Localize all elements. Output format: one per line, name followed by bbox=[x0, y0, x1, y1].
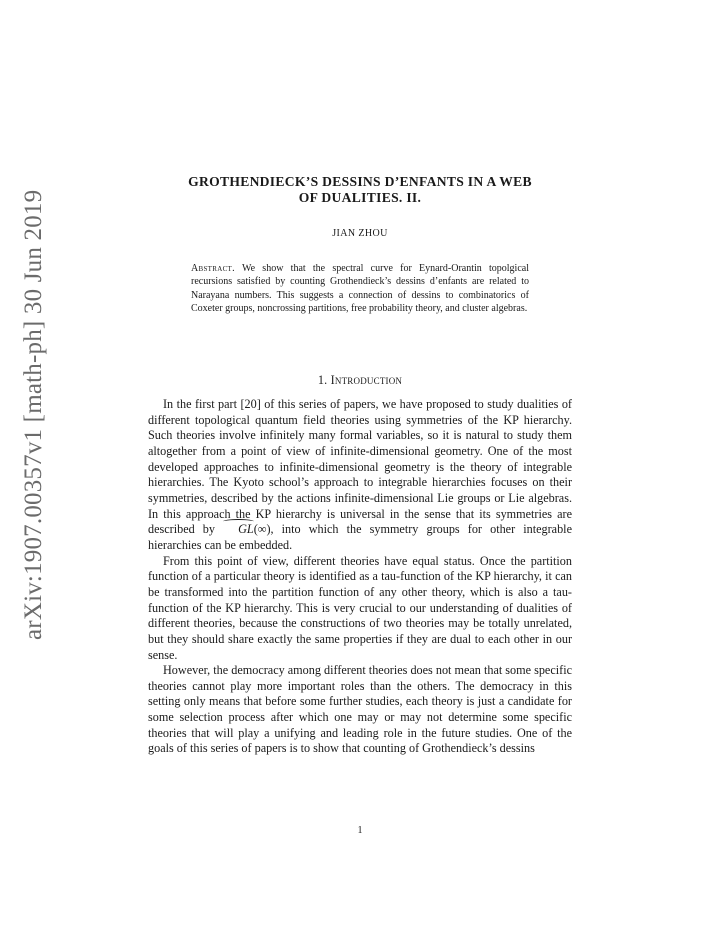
page-number: 1 bbox=[357, 825, 363, 836]
section-heading bbox=[140, 373, 580, 388]
paragraph-3: However, the democracy among different theories does not mean that some specific theories cannot play more important roles than the others. The democracy in this setting only means that before some further studies, each theory is just a candidate for some selection process after which one may or may not determine some specific theories that will play a unifying and leading role in the future studies. One of the goals of this series of papers is to show that counting of Grothendieck’s dessins bbox=[148, 663, 572, 756]
paper-title bbox=[140, 174, 580, 206]
paragraph-1 bbox=[148, 397, 572, 554]
math-widehat: GL bbox=[223, 522, 254, 538]
paragraph-1-text: In the first part [20] of this series of papers, we have proposed to study dualities of different topological quantum field theories using symmetries of the KP hierarchy. Such theories involve infinitely many formal variables, so it is natural to study them altogether from a point of view of infinite-dimensional geometry. One of the most developed approaches to infinite-dimensional geometry is the theory of integrable hierarchies. The Kyoto school’s approach to integrable hierarchies focuses on their symmetries, described by the actions infinite-dimensional Lie groups or Lie algebras. In this approach the KP hierarchy is universal in the sense that its symmetries are described by bbox=[148, 397, 572, 537]
author-name: JIAN ZHOU bbox=[332, 228, 388, 239]
paper-title-line-2: OF DUALITIES. II. bbox=[298, 190, 422, 205]
paragraph-1-text-end: , into which the symmetry groups for other integrable hierarchies can be embedded. bbox=[148, 522, 572, 552]
section-title: Introduction bbox=[330, 373, 403, 387]
arxiv-identifier-text: arXiv:1907.00357v1 [math-ph] 30 Jun 2019 bbox=[20, 189, 47, 640]
abstract-text: We show that the spectral curve for Eynard-Orantin topolgical recursions satisfied by counting Grothendieck’s dessins d’enfants are related to Narayana numbers. This suggests a connection of dessins to combinatorics of Coxeter groups, noncrossing partitions, free probability theory, and cluster algebras. bbox=[191, 263, 529, 314]
section-number: 1. bbox=[317, 373, 328, 387]
paragraph-2: From this point of view, different theories have equal status. Once the partition function of a particular theory is identified as a tau-function of the KP hierarchy, it can be transformed into the partition function of any other theory, which is also a tau-function of the KP hierarchy. This is very crucial to our understanding of dualities of different theories, because the constructions of two theories may be totally unrelated, but they should share exactly the same properties if they are dual to each other in our sense. bbox=[148, 553, 572, 662]
abstract-label: Abstract. bbox=[191, 263, 235, 274]
abstract bbox=[191, 262, 529, 315]
paper-title-line-1: GROTHENDIECK’S DESSINS D’ENFANTS IN A WEB bbox=[188, 174, 532, 189]
math-argument: (∞) bbox=[253, 522, 271, 537]
body-text bbox=[148, 397, 572, 757]
math-gl-infinity bbox=[223, 522, 270, 536]
